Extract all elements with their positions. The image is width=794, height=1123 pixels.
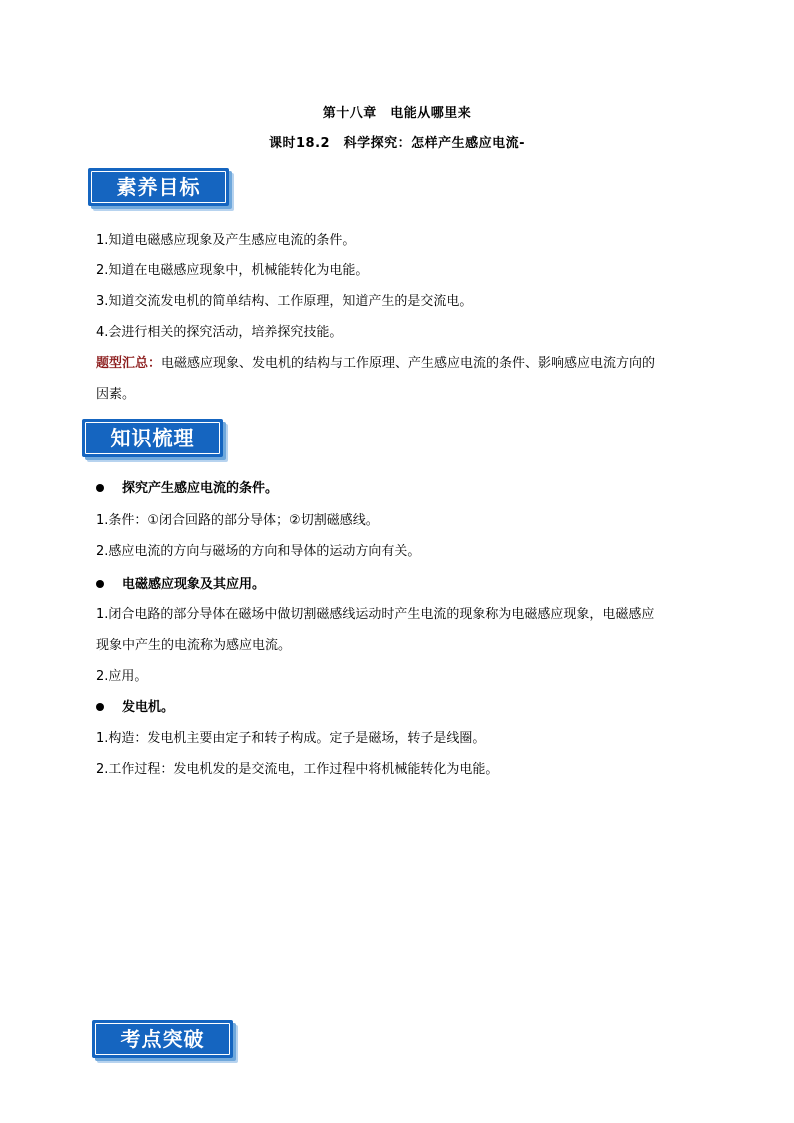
knowledge-topic-heading [96, 696, 174, 715]
lesson-title: 课时18.2 科学探究：怎样产生感应电流- [269, 136, 525, 151]
knowledge-line: 2.工作过程：发电机发的是交流电，工作过程中将机械能转化为电能。 [96, 762, 499, 777]
section-heading-knowledge: 知识梳理 [110, 426, 195, 450]
knowledge-line: 2.应用。 [96, 669, 148, 684]
section-banner-exam [92, 1020, 233, 1058]
knowledge-line: 现象中产生的电流称为感应电流。 [96, 638, 292, 653]
section-banner-goals [88, 168, 229, 206]
section-heading-goals: 素养目标 [116, 175, 201, 199]
knowledge-line: 1.闭合电路的部分导体在磁场中做切割磁感线运动时产生电流的现象称为电磁感应现象，电磁感应 [96, 607, 655, 622]
goal-item: 2.知道在电磁感应现象中，机械能转化为电能。 [96, 263, 369, 278]
section-heading-exam: 考点突破 [120, 1027, 205, 1051]
topic-heading-text: 发电机。 [122, 700, 175, 715]
summary-text-continued: 因素。 [96, 387, 136, 402]
question-type-summary [96, 352, 655, 371]
summary-text: 电磁感应现象、发电机的结构与工作原理、产生感应电流的条件、影响感应电流方向的 [161, 356, 656, 371]
knowledge-line: 1.条件：①闭合回路的部分导体；②切割磁感线。 [96, 513, 379, 528]
goal-item: 3.知道交流发电机的简单结构、工作原理，知道产生的是交流电。 [96, 294, 473, 309]
summary-label: 题型汇总： [96, 356, 162, 371]
knowledge-topic-heading [96, 477, 278, 496]
bullet-icon [96, 484, 104, 492]
knowledge-line: 1.构造：发电机主要由定子和转子构成。定子是磁场，转子是线圈。 [96, 731, 486, 746]
topic-heading-text: 探究产生感应电流的条件。 [122, 481, 279, 496]
goal-item: 4.会进行相关的探究活动，培养探究技能。 [96, 325, 343, 340]
section-banner-knowledge [82, 419, 223, 457]
knowledge-line: 2.感应电流的方向与磁场的方向和导体的运动方向有关。 [96, 544, 421, 559]
bullet-icon [96, 703, 104, 711]
chapter-title: 第十八章 电能从哪里来 [322, 106, 472, 121]
bullet-icon [96, 580, 104, 588]
goal-item: 1.知道电磁感应现象及产生感应电流的条件。 [96, 233, 356, 248]
topic-heading-text: 电磁感应现象及其应用。 [122, 577, 266, 592]
knowledge-topic-heading [96, 573, 265, 592]
